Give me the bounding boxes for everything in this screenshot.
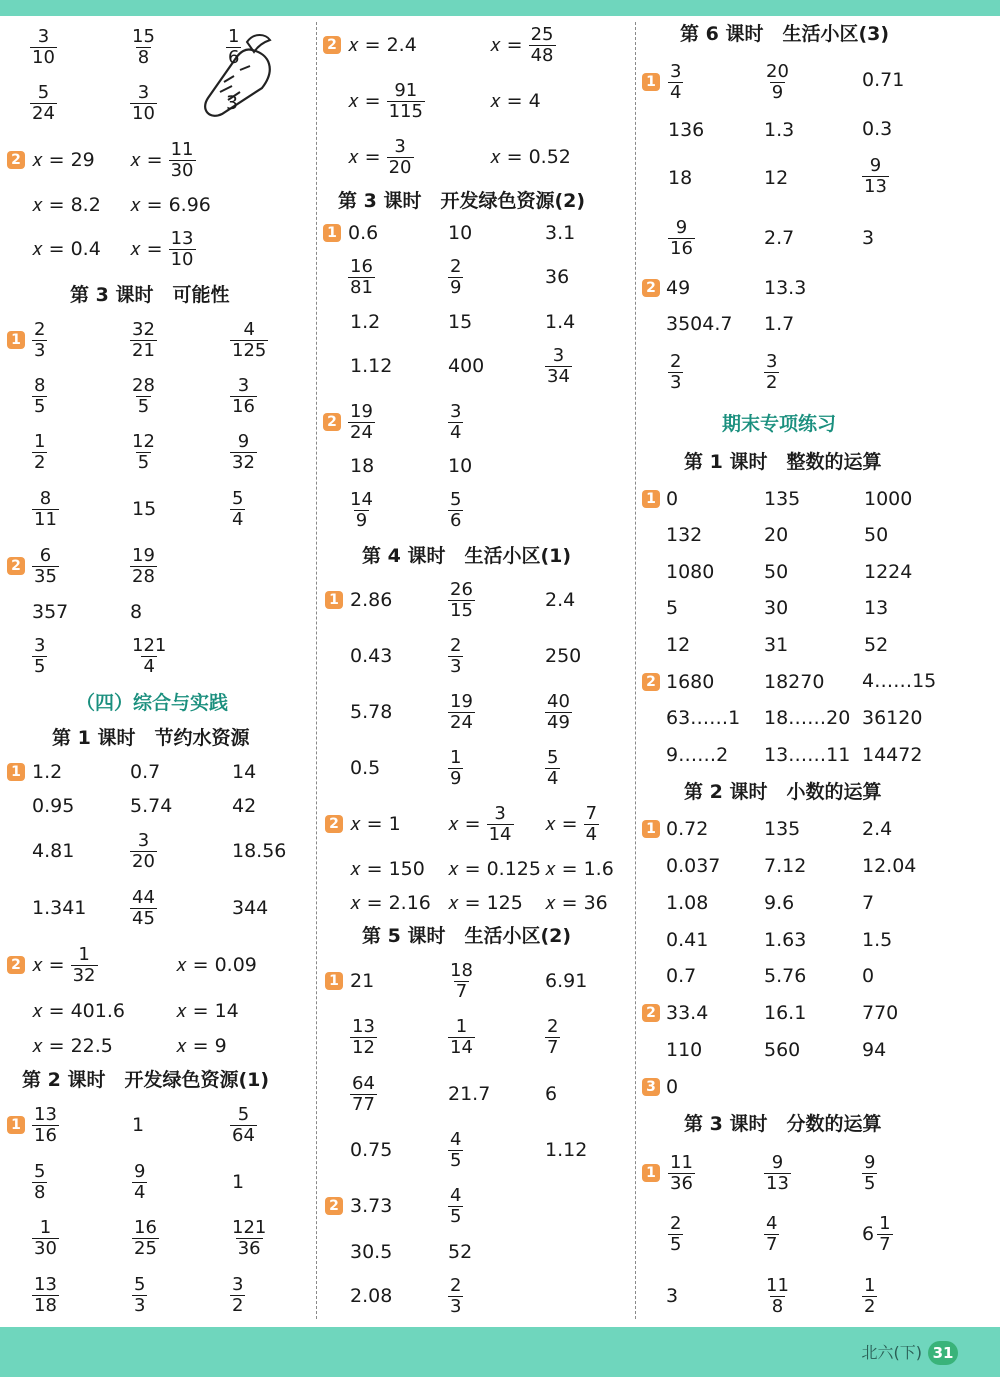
answer-value: $\frac{5}{24}$ [32, 81, 55, 124]
answer-value: $\frac{4}{125}$ [232, 318, 267, 361]
answer-value: 𝑥 = 2.4 [348, 33, 417, 56]
answer-value: 0 [666, 1075, 679, 1098]
answer-value: 0.95 [32, 794, 75, 817]
answer-value: 8 [130, 600, 143, 623]
answer-value: $\frac{2}{9}$ [450, 255, 462, 298]
section-heading: （四）综合与实践 [76, 692, 229, 714]
answer-value: 𝑥 = $\frac{1}{32}$ [32, 943, 96, 986]
answer-value: $\frac{3}{10}$ [132, 81, 155, 124]
answer-value: 𝑥 = 6.96 [130, 193, 211, 216]
answer-value: $\frac{20}{9}$ [766, 60, 789, 103]
answer-value: $\frac{3}{2}$ [232, 1273, 244, 1316]
answer-value: 𝑥 = 8.2 [32, 193, 101, 216]
answer-value: 𝑥 = 0.4 [32, 237, 101, 260]
answer-value: $\frac{19}{24}$ [350, 400, 373, 443]
answer-value: $\frac{121}{36}$ [232, 1216, 267, 1259]
answer-value: 0.75 [350, 1138, 393, 1161]
answer-value: $\frac{1}{2}$ [34, 430, 46, 473]
answer-value: $\frac{1}{6}$ [228, 25, 240, 68]
answer-value: $\frac{28}{5}$ [132, 374, 155, 417]
answer-value: $\frac{3}{4}$ [670, 60, 682, 103]
answer-value: $\frac{8}{5}$ [34, 374, 46, 417]
lesson-heading: 第 2 课时 开发绿色资源(1) [22, 1069, 270, 1091]
answer-value: 1.12 [545, 1138, 588, 1161]
answer-value: 63……1 [666, 706, 741, 729]
answer-value: $\frac{3}{16}$ [232, 374, 255, 417]
answer-value: $\frac{13}{18}$ [34, 1273, 57, 1316]
question-badge: 2 [325, 1197, 343, 1215]
answer-value: $\frac{121}{4}$ [132, 634, 167, 677]
answer-value: 30 [764, 596, 789, 619]
answer-value: 1224 [864, 560, 913, 583]
answer-value: $\frac{16}{25}$ [134, 1216, 157, 1259]
answer-value: 0.3 [862, 117, 893, 140]
answer-value: 42 [232, 794, 257, 817]
answer-value: $\frac{6}{35}$ [34, 544, 57, 587]
answer-value: $\frac{13}{12}$ [352, 1015, 375, 1058]
answer-value: $\frac{11}{8}$ [766, 1274, 789, 1317]
bottom-color-band [0, 1327, 1000, 1377]
answer-value: 4……15 [862, 669, 937, 692]
answer-value: 2.86 [350, 588, 393, 611]
question-badge: 1 [325, 972, 343, 990]
lesson-heading: 第 3 课时 分数的运算 [684, 1113, 882, 1135]
answer-value: 𝑥 = 9 [176, 1034, 227, 1057]
answer-value: $\frac{40}{49}$ [547, 690, 570, 733]
question-badge: 1 [7, 1116, 25, 1134]
answer-value: 344 [232, 896, 269, 919]
answer-value: 18 [668, 166, 693, 189]
answer-value: 21 [350, 969, 375, 992]
answer-value: 110 [666, 1038, 703, 1061]
answer-value: 18270 [764, 670, 825, 693]
answer-value: 𝑥 = $\frac{11}{30}$ [130, 138, 194, 181]
answer-value: 2.08 [350, 1284, 393, 1307]
question-badge: 2 [325, 815, 343, 833]
answer-value: 𝑥 = 401.6 [32, 999, 125, 1022]
page-number: 31 [928, 1341, 958, 1365]
answer-value: 52 [864, 633, 889, 656]
answer-value: 0.72 [666, 817, 709, 840]
answer-value: 𝑥 = 22.5 [32, 1034, 113, 1057]
answer-value: 30.5 [350, 1240, 393, 1263]
answer-value: 0.037 [666, 854, 721, 877]
answer-value: $\frac{2}{5}$ [670, 1212, 682, 1255]
answer-value: 3504.7 [666, 312, 733, 335]
answer-value: $\frac{5}{8}$ [34, 1160, 46, 1203]
answer-value: 1.2 [32, 760, 63, 783]
answer-value: $\frac{1}{30}$ [34, 1216, 57, 1259]
answer-value: 13……11 [764, 743, 851, 766]
question-badge: 1 [7, 331, 25, 349]
answer-value: 𝑥 = 1 [350, 812, 401, 835]
answer-value: $\frac{5}{4}$ [547, 746, 559, 789]
answer-value: 50 [764, 560, 789, 583]
answer-value: 7.12 [764, 854, 807, 877]
answer-value: $\frac{3}{34}$ [547, 344, 570, 387]
question-badge: 2 [323, 36, 341, 54]
answer-value: 21.7 [448, 1082, 491, 1105]
question-badge: 2 [642, 1004, 660, 1022]
question-badge: 2 [323, 413, 341, 431]
question-badge: 1 [642, 1164, 660, 1182]
answer-value: $\frac{2}{3}$ [450, 634, 462, 677]
question-badge: 2 [642, 673, 660, 691]
answer-value: $\frac{4}{5}$ [450, 1128, 462, 1171]
answer-value: 1.63 [764, 928, 807, 951]
answer-value: 1 [232, 1170, 245, 1193]
lesson-heading: 第 5 课时 生活小区(2) [362, 925, 572, 947]
answer-value: $\frac{3}{10}$ [32, 25, 55, 68]
answer-value: 5.76 [764, 964, 807, 987]
answer-value: $\frac{13}{16}$ [34, 1103, 57, 1146]
answer-value: $\frac{4}{5}$ [450, 1184, 462, 1227]
lesson-heading: 第 1 课时 节约水资源 [52, 727, 250, 749]
lesson-heading: 第 1 课时 整数的运算 [684, 451, 882, 473]
answer-value: $\frac{2}{7}$ [547, 1015, 559, 1058]
answer-value: 1080 [666, 560, 715, 583]
answer-value: 15 [448, 310, 473, 333]
answer-value: 3 [666, 1284, 679, 1307]
answer-value: 2.4 [545, 588, 576, 611]
footer-label: 北六(下) [861, 1343, 922, 1362]
answer-value: 1 [132, 1113, 145, 1136]
answer-value: 9.6 [764, 891, 795, 914]
answer-value: 0.6 [348, 221, 379, 244]
answer-value: 36120 [862, 706, 923, 729]
answer-value: 18……20 [764, 706, 851, 729]
question-badge: 1 [642, 490, 660, 508]
answer-value: $\frac{9}{5}$ [864, 1151, 876, 1194]
answer-value: 400 [448, 354, 485, 377]
question-badge: 1 [7, 763, 25, 781]
question-badge: 1 [642, 73, 660, 91]
answer-value: $\frac{9}{4}$ [134, 1160, 146, 1203]
answer-value: 357 [32, 600, 69, 623]
lesson-heading: 第 6 课时 生活小区(3) [680, 23, 890, 45]
answer-value: 𝑥 = $\frac{13}{10}$ [130, 227, 194, 270]
answer-value: 𝑥 = $\frac{7}{4}$ [545, 802, 598, 845]
column-divider [635, 22, 636, 1319]
answer-value: $\frac{4}{7}$ [766, 1212, 778, 1255]
question-badge: 2 [642, 279, 660, 297]
answer-value: 18.56 [232, 839, 287, 862]
answer-value: 14 [232, 760, 257, 783]
answer-value: $\frac{5}{4}$ [232, 487, 244, 530]
answer-value: 1.12 [350, 354, 393, 377]
answer-value: $\frac{3}{2}$ [766, 350, 778, 393]
answer-value: 18 [350, 454, 375, 477]
answer-value: $\frac{9}{16}$ [670, 216, 693, 259]
answer-value: 𝑥 = 0.52 [490, 145, 571, 168]
answer-value: 1.5 [862, 928, 893, 951]
answer-value: 9……2 [666, 743, 729, 766]
answer-value: $\frac{2}{3}$ [670, 350, 682, 393]
answer-value: 𝑥 = 4 [490, 89, 541, 112]
answer-value: 3 [862, 226, 875, 249]
answer-value: 𝑥 = 2.16 [350, 891, 431, 914]
answer-value: $\frac{9}{13}$ [766, 1151, 789, 1194]
answer-value: 𝑥 = 0.125 [448, 857, 541, 880]
answer-value: 1680 [666, 670, 715, 693]
answer-value: 𝑥 = 125 [448, 891, 523, 914]
question-badge: 3 [642, 1078, 660, 1096]
answer-value: $\frac{18}{7}$ [450, 959, 473, 1002]
answer-value: 5 [666, 596, 679, 619]
answer-value: 0.41 [666, 928, 709, 951]
answer-value: $\frac{1}{14}$ [450, 1015, 473, 1058]
answer-value: 𝑥 = 14 [176, 999, 239, 1022]
answer-value: $\frac{2}{3}$ [450, 1274, 462, 1317]
answer-value: 3.73 [350, 1194, 393, 1217]
lesson-heading: 第 3 课时 开发绿色资源(2) [338, 190, 586, 212]
question-badge: 1 [642, 820, 660, 838]
answer-value: $\frac{5}{3}$ [134, 1273, 146, 1316]
answer-value: 0 [666, 487, 679, 510]
answer-value: 𝑥 = 36 [545, 891, 608, 914]
answer-value: 𝑥 = $\frac{3}{20}$ [348, 135, 412, 178]
answer-value: 15 [132, 497, 157, 520]
answer-value: 3 [226, 91, 239, 114]
answer-value: 6 [545, 1082, 558, 1105]
answer-value: 136 [668, 118, 705, 141]
answer-value: 36 [545, 265, 570, 288]
answer-value: $\frac{19}{28}$ [132, 544, 155, 587]
question-badge: 1 [323, 224, 341, 242]
answer-value: 4.81 [32, 839, 75, 862]
answer-value: 52 [448, 1240, 473, 1263]
answer-value: 13.3 [764, 276, 807, 299]
column-divider [316, 22, 317, 1319]
answer-value: 49 [666, 276, 691, 299]
answer-value: 0.7 [666, 964, 697, 987]
answer-value: $\frac{2}{3}$ [34, 318, 46, 361]
answer-value: $\frac{3}{4}$ [450, 400, 462, 443]
answer-value: 7 [862, 891, 875, 914]
answer-value: 1.3 [764, 118, 795, 141]
answer-value: $\frac{64}{77}$ [352, 1072, 375, 1115]
answer-value: 10 [448, 221, 473, 244]
answer-value: 16.1 [764, 1001, 807, 1024]
answer-value: $\frac{3}{20}$ [132, 829, 155, 872]
answer-value: 94 [862, 1038, 887, 1061]
answer-value: $\frac{15}{8}$ [132, 25, 155, 68]
answer-value: 0.5 [350, 756, 381, 779]
answer-value: $\frac{1}{9}$ [450, 746, 462, 789]
answer-value: 132 [666, 523, 703, 546]
lesson-heading: 第 4 课时 生活小区(1) [362, 545, 572, 567]
section-heading: 期末专项练习 [722, 413, 837, 435]
answer-value: 1.7 [764, 312, 795, 335]
answer-value: $\frac{3}{5}$ [34, 634, 46, 677]
answer-value: $\frac{9}{13}$ [864, 154, 887, 197]
answer-value: 0.7 [130, 760, 161, 783]
answer-value: 𝑥 = 0.09 [176, 953, 257, 976]
top-color-band [0, 0, 1000, 16]
answer-value: 5.74 [130, 794, 173, 817]
answer-value: 1000 [864, 487, 913, 510]
answer-value: 13 [864, 596, 889, 619]
answer-value: 1.341 [32, 896, 87, 919]
answer-value: 1.08 [666, 891, 709, 914]
answer-value: 0 [862, 964, 875, 987]
answer-value: $\frac{5}{6}$ [450, 488, 462, 531]
answer-value: $\frac{44}{45}$ [132, 886, 155, 929]
answer-value: $\frac{14}{9}$ [350, 488, 373, 531]
answer-value: 6 $\frac{1}{7}$ [862, 1212, 891, 1255]
answer-value: 20 [764, 523, 789, 546]
answer-value: 6.91 [545, 969, 588, 992]
answer-value: 3.1 [545, 221, 576, 244]
answer-value: $\frac{26}{15}$ [450, 578, 473, 621]
answer-value: 250 [545, 644, 582, 667]
question-badge: 1 [325, 591, 343, 609]
answer-value: 2.7 [764, 226, 795, 249]
answer-value: 5.78 [350, 700, 393, 723]
lesson-heading: 第 2 课时 小数的运算 [684, 781, 882, 803]
answer-value: 10 [448, 454, 473, 477]
answer-value: 𝑥 = 1.6 [545, 857, 614, 880]
answer-value: 135 [764, 487, 801, 510]
answer-value: $\frac{1}{2}$ [864, 1274, 876, 1317]
answer-value: 1.4 [545, 310, 576, 333]
answer-value: 560 [764, 1038, 801, 1061]
answer-value: 𝑥 = 29 [32, 148, 95, 171]
question-badge: 2 [7, 956, 25, 974]
answer-value: 50 [864, 523, 889, 546]
answer-value: $\frac{32}{21}$ [132, 318, 155, 361]
answer-value: 135 [764, 817, 801, 840]
question-badge: 2 [7, 151, 25, 169]
answer-value: $\frac{12}{5}$ [132, 430, 155, 473]
answer-value: 31 [764, 633, 789, 656]
answer-value: 𝑥 = $\frac{25}{48}$ [490, 23, 554, 66]
answer-value: $\frac{11}{36}$ [670, 1151, 693, 1194]
answer-value: 2.4 [862, 817, 893, 840]
question-badge: 2 [7, 557, 25, 575]
answer-value: 14472 [862, 743, 923, 766]
answer-value: $\frac{8}{11}$ [34, 487, 57, 530]
answer-value: 𝑥 = $\frac{91}{115}$ [348, 79, 423, 122]
answer-value: 12 [764, 166, 789, 189]
answer-value: 12.04 [862, 854, 917, 877]
answer-value: $\frac{5}{64}$ [232, 1103, 255, 1146]
answer-value: 𝑥 = $\frac{3}{14}$ [448, 802, 512, 845]
answer-value: 0.43 [350, 644, 393, 667]
answer-value: $\frac{9}{32}$ [232, 430, 255, 473]
answer-value: $\frac{19}{24}$ [450, 690, 473, 733]
answer-value: 770 [862, 1001, 899, 1024]
answer-value: $\frac{16}{81}$ [350, 255, 373, 298]
answer-value: 𝑥 = 150 [350, 857, 425, 880]
lesson-heading: 第 3 课时 可能性 [70, 284, 230, 306]
answer-value: 12 [666, 633, 691, 656]
answer-value: 0.71 [862, 68, 905, 91]
answer-value: 33.4 [666, 1001, 709, 1024]
answer-value: 1.2 [350, 310, 381, 333]
